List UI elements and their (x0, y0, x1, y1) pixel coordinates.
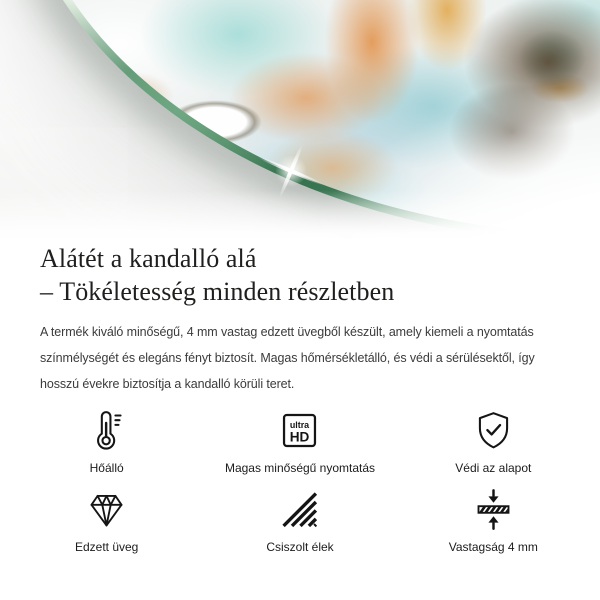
feature-print-quality (203, 407, 396, 475)
product-hero-image (0, 0, 600, 238)
page-title-line2: – Tökéletesség minden részletben (40, 277, 395, 306)
ultra-hd-badge-text-bottom: HD (290, 428, 310, 444)
feature-protects-base (397, 407, 590, 475)
ultra-hd-badge-text-top: ultra (290, 419, 310, 430)
feature-label: Magas minőségű nyomtatás (224, 461, 376, 475)
feature-tempered-glass (10, 486, 203, 554)
thermometer-icon (84, 407, 129, 453)
ultra-hd-badge-icon (277, 407, 322, 453)
feature-heat-resistant (10, 407, 203, 475)
feature-label: Csiszolt élek (266, 540, 334, 554)
shield-check-icon (471, 407, 516, 453)
feature-label: Vastagság 4 mm (448, 540, 538, 554)
feature-label: Edzett üveg (74, 540, 139, 554)
diamond-icon (84, 486, 129, 532)
feature-grid (10, 407, 590, 554)
feature-label: Védi az alapot (455, 461, 532, 475)
thickness-compress-icon (471, 486, 516, 532)
page-title (40, 242, 560, 308)
feature-thickness (397, 486, 590, 554)
page-title-line1: Alátét a kandalló alá (40, 244, 257, 273)
polished-edges-icon (277, 486, 322, 532)
feature-polished-edges (203, 486, 396, 554)
feature-label: Hőálló (89, 461, 124, 475)
product-description-text: A termék kiváló minőségű, 4 mm vastag edzett üvegből készült, amely kiemeli a nyomtatás színmélységét és elegáns fényt biztosít. Magas hőmérsékletálló, és védi a sérülésektől, így hosszú évekre biztosítja a kandalló körüli teret. (40, 325, 535, 391)
